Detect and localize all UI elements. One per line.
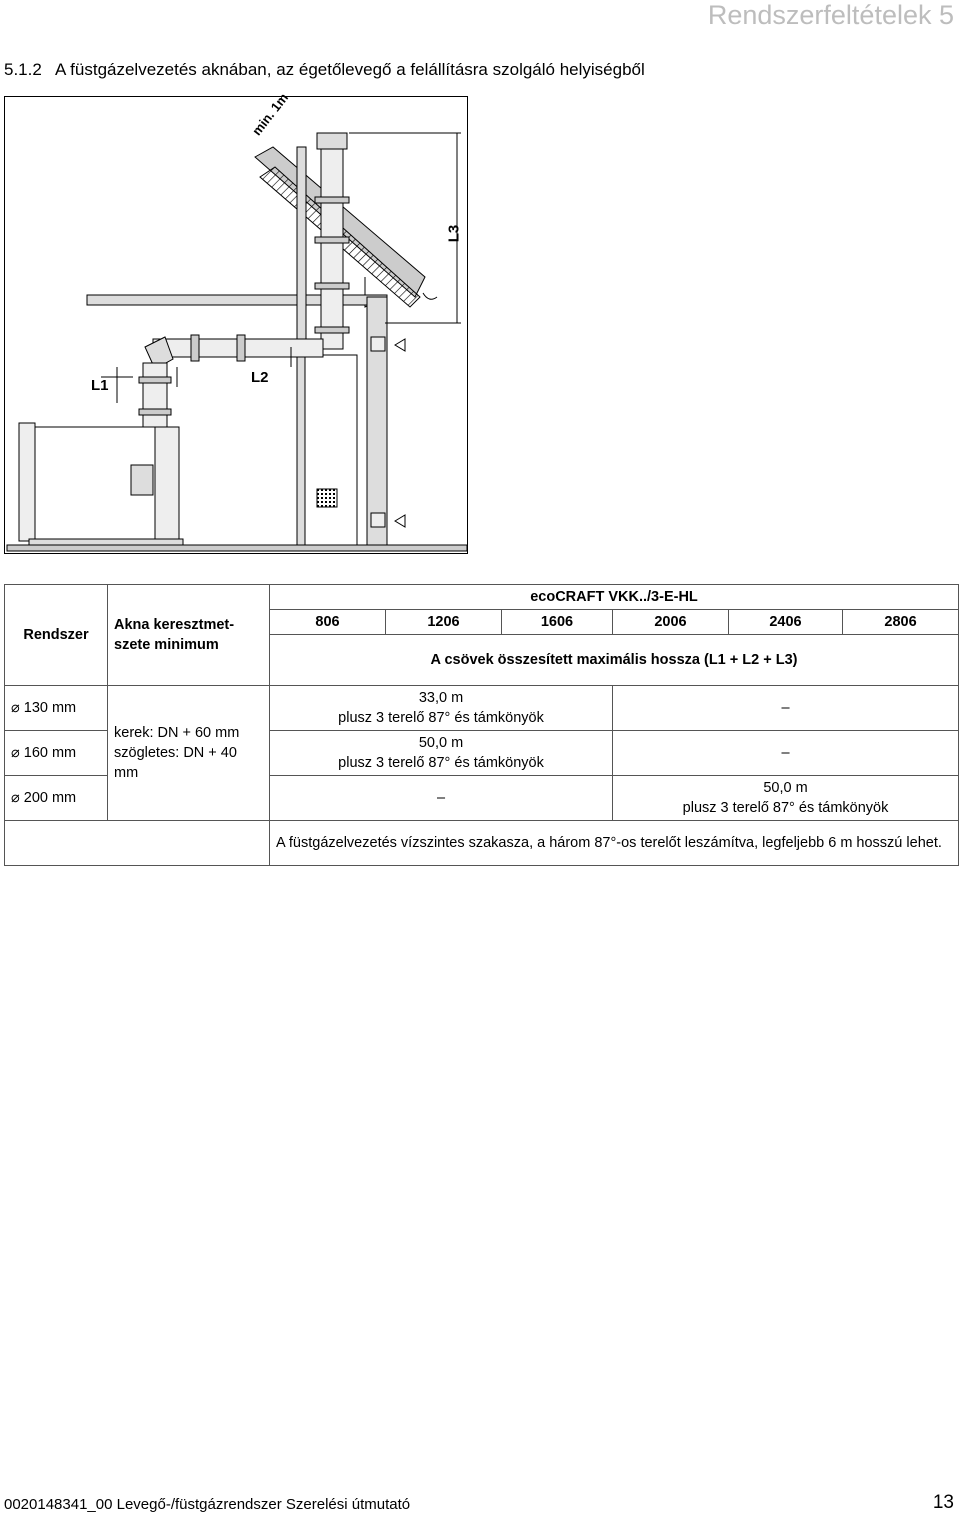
l2-label: L2 <box>251 369 269 386</box>
length-value: 50,0 m plusz 3 terelő 87° és támkönyök <box>270 731 613 776</box>
length-header: A csövek összesített maximális hossza (L1 + L2 + L3) <box>270 635 959 686</box>
installation-diagram <box>4 90 468 554</box>
shaft-value: kerek: DN + 60 mm szögletes: DN + 40 mm <box>108 686 270 821</box>
model-cell: 806 <box>270 610 386 635</box>
chapter-header: Rendszerfeltételek 5 <box>707 0 954 30</box>
spec-table <box>4 584 959 866</box>
floor <box>7 545 467 551</box>
system-header: Rendszer <box>5 585 108 686</box>
product-header: ecoCRAFT VKK../3-E-HL <box>270 585 959 610</box>
shaft-header: Akna keresztmet-szete minimum <box>108 585 270 686</box>
length-value: – <box>270 776 613 821</box>
length-rest: – <box>613 686 959 731</box>
footer-doc: 0020148341_00 Levegő-/füstgázrendszer Szerelési útmutató <box>4 1496 411 1513</box>
length-rest: – <box>613 731 959 776</box>
l3-label: L3 <box>445 224 463 243</box>
l1-label: L1 <box>91 377 109 394</box>
length-value: 33,0 m plusz 3 terelő 87° és támkönyök <box>270 686 613 731</box>
model-cell: 2806 <box>843 610 959 635</box>
page-number: 13 <box>932 1492 954 1513</box>
shaft-vent <box>317 489 337 507</box>
table-note: A füstgázelvezetés vízszintes szakasza, a három 87°-os terelőt leszámítva, legfeljebb 6 m hosszú lehet. <box>270 821 959 866</box>
length-rest: 50,0 m plusz 3 terelő 87° és támkönyök <box>613 776 959 821</box>
model-cell: 1606 <box>502 610 613 635</box>
section-title: 5.1.2 A füstgázelvezetés aknában, az égetőlevegő a felállításra szolgáló helyiségből <box>4 60 645 79</box>
model-cell: 2406 <box>729 610 843 635</box>
boiler <box>19 423 183 545</box>
flue-pipe-vertical <box>315 133 349 349</box>
model-cell: 1206 <box>386 610 502 635</box>
system-cell: ⌀ 160 mm <box>5 731 108 776</box>
min-distance-label: min. 1m <box>249 90 292 139</box>
system-cell: ⌀ 130 mm <box>5 686 108 731</box>
system-cell: ⌀ 200 mm <box>5 776 108 821</box>
model-cell: 2006 <box>613 610 729 635</box>
